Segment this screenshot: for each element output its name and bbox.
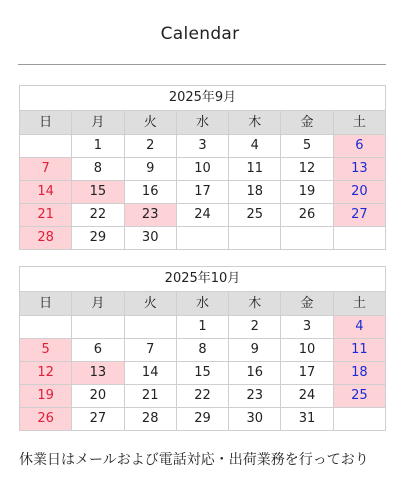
- calendar-empty-cell: [229, 227, 281, 250]
- weekday-header: 金: [281, 292, 333, 316]
- calendar-day-cell: 14: [20, 181, 72, 204]
- calendar-week-row: [20, 385, 386, 408]
- calendar-day-cell: 12: [281, 158, 333, 181]
- calendar-empty-cell: [176, 227, 228, 250]
- calendar-day-cell: 1: [72, 135, 124, 158]
- calendar-month-label: 2025年10月: [20, 267, 386, 292]
- calendar-day-cell: 5: [20, 339, 72, 362]
- calendar-day-cell: 12: [20, 362, 72, 385]
- weekday-header: 木: [229, 292, 281, 316]
- calendar-day-cell: 24: [176, 204, 228, 227]
- calendar-day-cell: 22: [176, 385, 228, 408]
- weekday-header: 月: [72, 111, 124, 135]
- calendar-day-cell: 5: [281, 135, 333, 158]
- weekday-header: 木: [229, 111, 281, 135]
- weekday-header-row: [20, 111, 386, 135]
- page-title: Calendar: [160, 24, 240, 44]
- calendar-day-cell: 18: [333, 362, 385, 385]
- calendar-day-cell: 10: [176, 158, 228, 181]
- calendar-day-cell: 4: [333, 316, 385, 339]
- calendar-day-cell: 6: [333, 135, 385, 158]
- calendar-empty-cell: [20, 135, 72, 158]
- calendar-empty-cell: [333, 227, 385, 250]
- calendar-day-cell: 10: [281, 339, 333, 362]
- calendar-empty-cell: [281, 227, 333, 250]
- calendar-day-cell: 24: [281, 385, 333, 408]
- calendar-day-cell: 15: [72, 181, 124, 204]
- calendar-week-row: [20, 204, 386, 227]
- calendar-day-cell: 9: [124, 158, 176, 181]
- calendar-day-cell: 16: [124, 181, 176, 204]
- weekday-header: 金: [281, 111, 333, 135]
- calendar-day-cell: 29: [72, 227, 124, 250]
- calendar-day-cell: 23: [229, 385, 281, 408]
- calendar-week-row: [20, 408, 386, 431]
- weekday-header: 月: [72, 292, 124, 316]
- calendar-day-cell: 26: [281, 204, 333, 227]
- calendar-day-cell: 8: [72, 158, 124, 181]
- calendar-empty-cell: [124, 316, 176, 339]
- calendar-day-cell: 30: [229, 408, 281, 431]
- weekday-header: 水: [176, 292, 228, 316]
- calendar-day-cell: 8: [176, 339, 228, 362]
- weekday-header: 火: [124, 111, 176, 135]
- business-notice: 休業日はメールおよび電話対応・出荷業務を行っており: [19, 452, 369, 468]
- weekday-header: 火: [124, 292, 176, 316]
- calendar-day-cell: 18: [229, 181, 281, 204]
- calendar-day-cell: 26: [20, 408, 72, 431]
- calendar-day-cell: 23: [124, 204, 176, 227]
- calendar-day-cell: 19: [20, 385, 72, 408]
- calendar-day-cell: 16: [229, 362, 281, 385]
- weekday-header: 土: [333, 292, 385, 316]
- calendar-empty-cell: [333, 408, 385, 431]
- calendar-september: [19, 85, 386, 250]
- calendar-day-cell: 27: [333, 204, 385, 227]
- calendar-day-cell: 11: [229, 158, 281, 181]
- calendar-day-cell: 4: [229, 135, 281, 158]
- calendar-empty-cell: [72, 316, 124, 339]
- calendar-day-cell: 22: [72, 204, 124, 227]
- calendar-day-cell: 3: [281, 316, 333, 339]
- calendar-day-cell: 1: [176, 316, 228, 339]
- calendar-day-cell: 21: [20, 204, 72, 227]
- calendar-empty-cell: [20, 316, 72, 339]
- calendar-week-row: [20, 181, 386, 204]
- calendar-week-row: [20, 158, 386, 181]
- calendar-day-cell: 7: [124, 339, 176, 362]
- calendar-week-row: [20, 135, 386, 158]
- calendar-october: [19, 266, 386, 431]
- calendar-day-cell: 13: [333, 158, 385, 181]
- calendar-day-cell: 9: [229, 339, 281, 362]
- title-divider: [18, 64, 386, 65]
- weekday-header: 日: [20, 292, 72, 316]
- calendar-day-cell: 13: [72, 362, 124, 385]
- calendar-day-cell: 28: [20, 227, 72, 250]
- calendar-day-cell: 21: [124, 385, 176, 408]
- weekday-header: 土: [333, 111, 385, 135]
- calendar-day-cell: 6: [72, 339, 124, 362]
- calendar-week-row: [20, 339, 386, 362]
- calendar-day-cell: 2: [229, 316, 281, 339]
- calendar-day-cell: 3: [176, 135, 228, 158]
- calendar-day-cell: 29: [176, 408, 228, 431]
- calendar-day-cell: 19: [281, 181, 333, 204]
- weekday-header-row: [20, 292, 386, 316]
- calendar-day-cell: 7: [20, 158, 72, 181]
- calendar-week-row: [20, 227, 386, 250]
- weekday-header: 水: [176, 111, 228, 135]
- calendar-day-cell: 25: [333, 385, 385, 408]
- calendar-day-cell: 28: [124, 408, 176, 431]
- calendar-day-cell: 27: [72, 408, 124, 431]
- calendar-week-row: [20, 362, 386, 385]
- calendar-day-cell: 15: [176, 362, 228, 385]
- calendar-day-cell: 17: [281, 362, 333, 385]
- calendar-day-cell: 25: [229, 204, 281, 227]
- calendar-day-cell: 2: [124, 135, 176, 158]
- calendar-day-cell: 14: [124, 362, 176, 385]
- calendar-day-cell: 30: [124, 227, 176, 250]
- calendar-day-cell: 20: [333, 181, 385, 204]
- calendar-day-cell: 20: [72, 385, 124, 408]
- calendar-month-label: 2025年9月: [20, 86, 386, 111]
- calendar-day-cell: 11: [333, 339, 385, 362]
- weekday-header: 日: [20, 111, 72, 135]
- calendar-day-cell: 31: [281, 408, 333, 431]
- calendar-week-row: [20, 316, 386, 339]
- calendar-day-cell: 17: [176, 181, 228, 204]
